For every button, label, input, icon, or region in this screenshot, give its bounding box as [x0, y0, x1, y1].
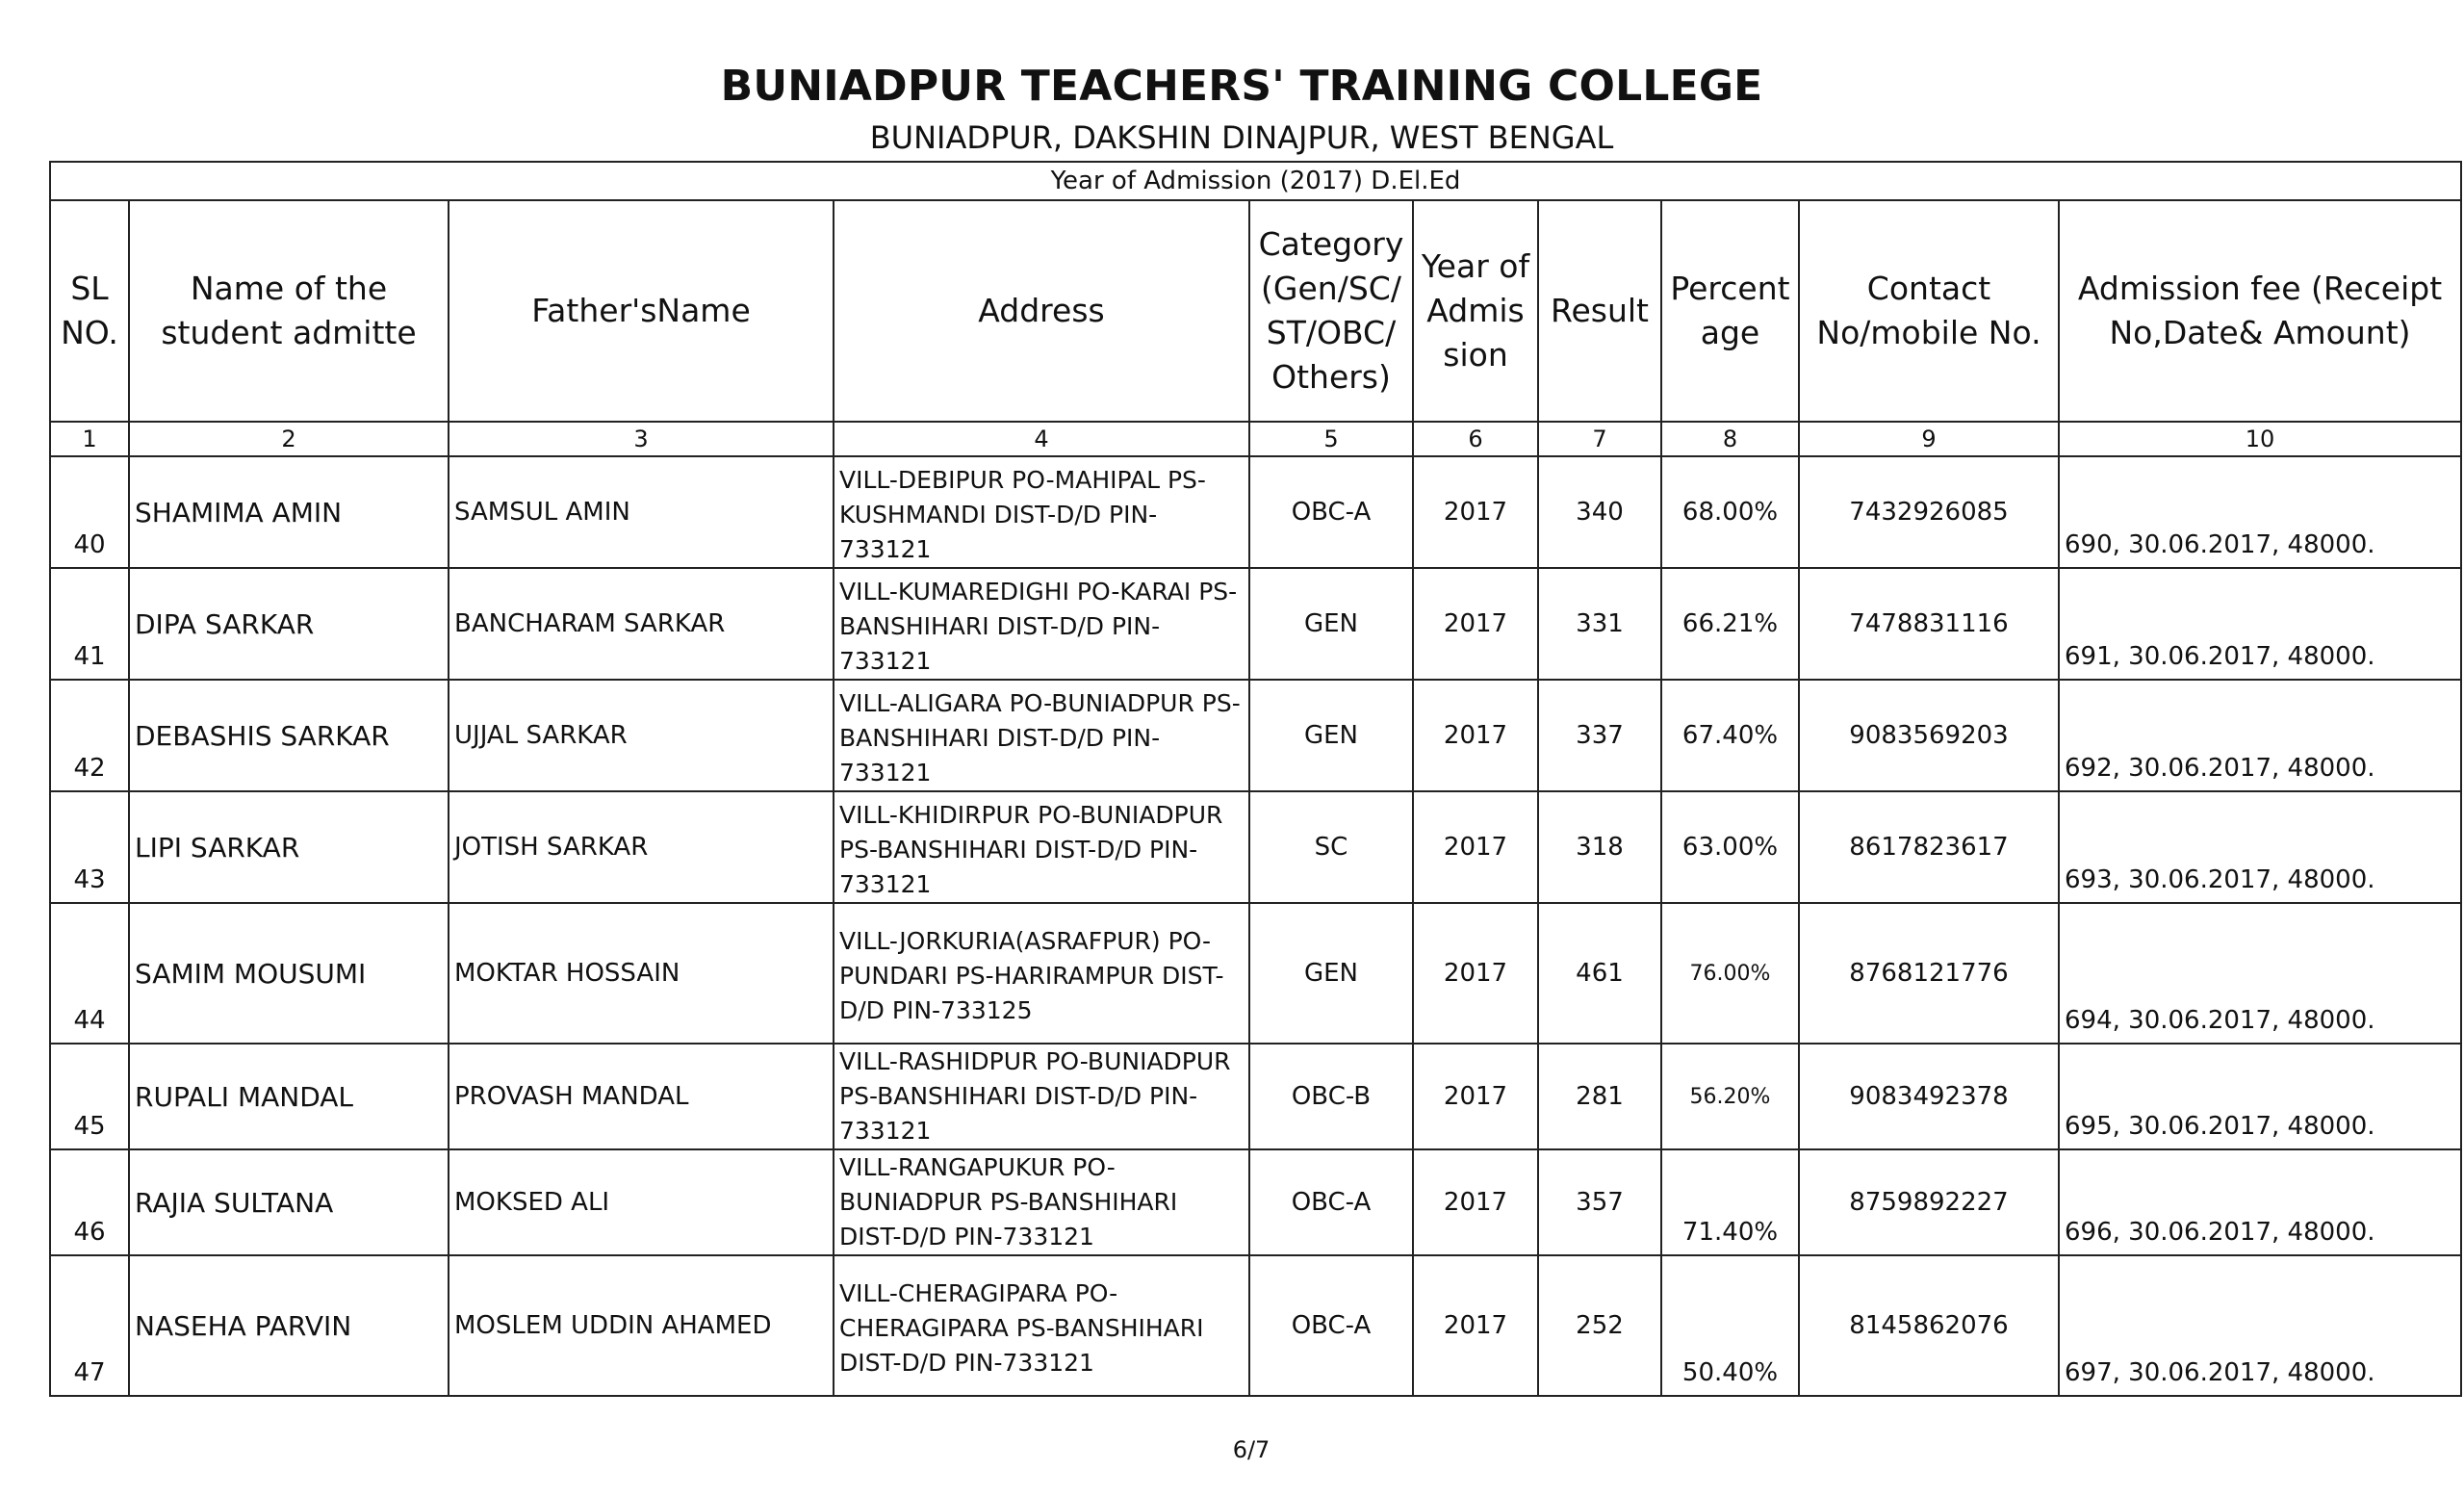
cell-result: 281: [1538, 1044, 1661, 1149]
cell-contact: 8145862076: [1799, 1255, 2059, 1396]
cell-name: LIPI SARKAR: [129, 791, 449, 903]
cell-result: 340: [1538, 456, 1661, 568]
cell-result: 318: [1538, 791, 1661, 903]
cell-address: VILL-RASHIDPUR PO-BUNIADPUR PS-BANSHIHARI DIST-D/D PIN-733121: [834, 1044, 1249, 1149]
header-result: Result: [1538, 200, 1661, 422]
column-number: 1: [50, 422, 129, 456]
cell-fee: 695, 30.06.2017, 48000.: [2059, 1044, 2461, 1149]
cell-result: 337: [1538, 680, 1661, 791]
cell-contact: 8759892227: [1799, 1149, 2059, 1255]
cell-address: VILL-RANGAPUKUR PO-BUNIADPUR PS-BANSHIHARI DIST-D/D PIN-733121: [834, 1149, 1249, 1255]
cell-contact: 9083569203: [1799, 680, 2059, 791]
cell-percentage: 66.21%: [1661, 568, 1799, 680]
cell-contact: 7432926085: [1799, 456, 2059, 568]
cell-name: SHAMIMA AMIN: [129, 456, 449, 568]
header-fee: Admission fee (Receipt No,Date& Amount): [2059, 200, 2461, 422]
column-number: 5: [1249, 422, 1413, 456]
table-row: [50, 903, 2461, 1044]
cell-name: DEBASHIS SARKAR: [129, 680, 449, 791]
document-subtitle: BUNIADPUR, DAKSHIN DINAJPUR, WEST BENGAL: [869, 119, 1614, 156]
table-row: [50, 1149, 2461, 1255]
cell-percentage: 63.00%: [1661, 791, 1799, 903]
cell-address: VILL-ALIGARA PO-BUNIADPUR PS-BANSHIHARI DIST-D/D PIN-733121: [834, 680, 1249, 791]
column-number: 8: [1661, 422, 1799, 456]
cell-name: RAJIA SULTANA: [129, 1149, 449, 1255]
cell-fee: 693, 30.06.2017, 48000.: [2059, 791, 2461, 903]
cell-category: OBC-A: [1249, 456, 1413, 568]
cell-result: 461: [1538, 903, 1661, 1044]
cell-address: VILL-KHIDIRPUR PO-BUNIADPUR PS-BANSHIHARI DIST-D/D PIN-733121: [834, 791, 1249, 903]
table-header-row: [50, 200, 2461, 422]
cell-contact: 8768121776: [1799, 903, 2059, 1044]
cell-year: 2017: [1413, 680, 1538, 791]
header-sl: SL NO.: [50, 200, 129, 422]
cell-name: DIPA SARKAR: [129, 568, 449, 680]
cell-percentage: 67.40%: [1661, 680, 1799, 791]
header-percentage: Percentage: [1661, 200, 1799, 422]
admission-year-caption: Year of Admission (2017) D.El.Ed: [50, 162, 2461, 200]
header-father: Father'sName: [449, 200, 834, 422]
cell-result: 357: [1538, 1149, 1661, 1255]
cell-fee: 691, 30.06.2017, 48000.: [2059, 568, 2461, 680]
cell-contact: 7478831116: [1799, 568, 2059, 680]
cell-contact: 9083492378: [1799, 1044, 2059, 1149]
table-row: [50, 791, 2461, 903]
table-row: [50, 1255, 2461, 1396]
column-number: 6: [1413, 422, 1538, 456]
cell-sl: 46: [50, 1149, 129, 1255]
header-category: Category (Gen/SC/ST/OBC/Others): [1249, 200, 1413, 422]
cell-year: 2017: [1413, 1149, 1538, 1255]
cell-sl: 43: [50, 791, 129, 903]
cell-address: VILL-CHERAGIPARA PO-CHERAGIPARA PS-BANSHIHARI DIST-D/D PIN-733121: [834, 1255, 1249, 1396]
column-number: 3: [449, 422, 834, 456]
admission-table-container: [49, 161, 2460, 1397]
cell-address: VILL-JORKURIA(ASRAFPUR) PO-PUNDARI PS-HARIRAMPUR DIST-D/D PIN-733125: [834, 903, 1249, 1044]
cell-father: SAMSUL AMIN: [449, 456, 834, 568]
cell-percentage: 50.40%: [1661, 1255, 1799, 1396]
cell-sl: 44: [50, 903, 129, 1044]
table-row: [50, 456, 2461, 568]
page-number: 6/7: [1232, 1436, 1270, 1463]
cell-category: OBC-B: [1249, 1044, 1413, 1149]
cell-percentage: 71.40%: [1661, 1149, 1799, 1255]
cell-address: VILL-KUMAREDIGHI PO-KARAI PS-BANSHIHARI DIST-D/D PIN-733121: [834, 568, 1249, 680]
cell-father: PROVASH MANDAL: [449, 1044, 834, 1149]
cell-fee: 694, 30.06.2017, 48000.: [2059, 903, 2461, 1044]
cell-year: 2017: [1413, 568, 1538, 680]
column-number: 10: [2059, 422, 2461, 456]
header-address: Address: [834, 200, 1249, 422]
column-number: 4: [834, 422, 1249, 456]
cell-name: RUPALI MANDAL: [129, 1044, 449, 1149]
cell-contact: 8617823617: [1799, 791, 2059, 903]
cell-percentage: 56.20%: [1661, 1044, 1799, 1149]
cell-father: JOTISH SARKAR: [449, 791, 834, 903]
cell-category: GEN: [1249, 568, 1413, 680]
table-row: [50, 1044, 2461, 1149]
cell-name: SAMIM MOUSUMI: [129, 903, 449, 1044]
cell-fee: 697, 30.06.2017, 48000.: [2059, 1255, 2461, 1396]
cell-result: 252: [1538, 1255, 1661, 1396]
header-contact: Contact No/mobile No.: [1799, 200, 2059, 422]
cell-fee: 690, 30.06.2017, 48000.: [2059, 456, 2461, 568]
table-row: [50, 680, 2461, 791]
header-name: Name of the student admitte: [129, 200, 449, 422]
cell-father: UJJAL SARKAR: [449, 680, 834, 791]
table-row: [50, 568, 2461, 680]
cell-sl: 40: [50, 456, 129, 568]
cell-sl: 42: [50, 680, 129, 791]
cell-father: MOKTAR HOSSAIN: [449, 903, 834, 1044]
cell-year: 2017: [1413, 1044, 1538, 1149]
admission-table: [49, 161, 2462, 1397]
cell-category: SC: [1249, 791, 1413, 903]
cell-percentage: 76.00%: [1661, 903, 1799, 1044]
cell-fee: 692, 30.06.2017, 48000.: [2059, 680, 2461, 791]
cell-father: MOKSED ALI: [449, 1149, 834, 1255]
cell-category: OBC-A: [1249, 1149, 1413, 1255]
column-number: 7: [1538, 422, 1661, 456]
cell-percentage: 68.00%: [1661, 456, 1799, 568]
cell-sl: 47: [50, 1255, 129, 1396]
cell-sl: 45: [50, 1044, 129, 1149]
cell-year: 2017: [1413, 456, 1538, 568]
cell-fee: 696, 30.06.2017, 48000.: [2059, 1149, 2461, 1255]
cell-name: NASEHA PARVIN: [129, 1255, 449, 1396]
column-number-row: [50, 422, 2461, 456]
cell-category: GEN: [1249, 680, 1413, 791]
cell-year: 2017: [1413, 791, 1538, 903]
cell-year: 2017: [1413, 903, 1538, 1044]
cell-category: OBC-A: [1249, 1255, 1413, 1396]
cell-category: GEN: [1249, 903, 1413, 1044]
document-title: BUNIADPUR TEACHERS' TRAINING COLLEGE: [720, 62, 1763, 111]
column-number: 2: [129, 422, 449, 456]
column-number: 9: [1799, 422, 2059, 456]
header-year: Year of Admission: [1413, 200, 1538, 422]
cell-father: MOSLEM UDDIN AHAMED: [449, 1255, 834, 1396]
cell-sl: 41: [50, 568, 129, 680]
cell-father: BANCHARAM SARKAR: [449, 568, 834, 680]
cell-year: 2017: [1413, 1255, 1538, 1396]
cell-address: VILL-DEBIPUR PO-MAHIPAL PS-KUSHMANDI DIST-D/D PIN-733121: [834, 456, 1249, 568]
cell-result: 331: [1538, 568, 1661, 680]
